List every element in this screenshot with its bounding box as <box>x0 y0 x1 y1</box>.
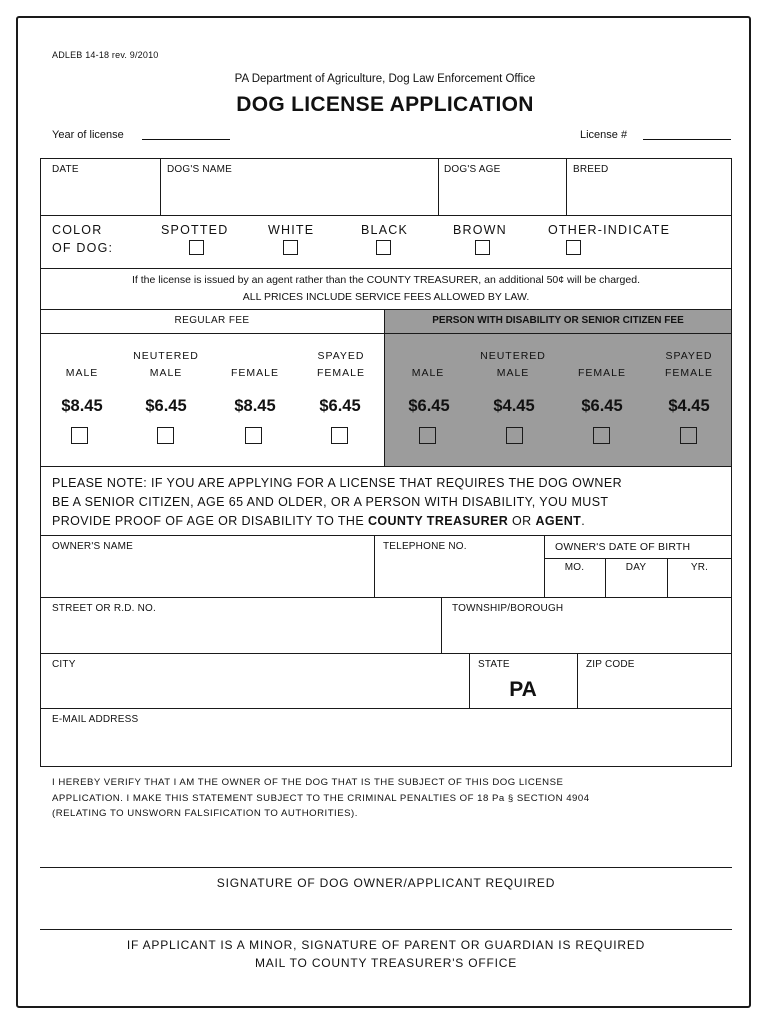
dob-day-label: DAY <box>625 562 647 573</box>
license-number-field[interactable] <box>643 139 731 140</box>
regular-male-caption: MALE <box>65 367 99 379</box>
dog-age-label: DOG'S AGE <box>444 164 501 175</box>
regular-neutered-male-price: $6.45 <box>145 397 187 415</box>
owner-name-label: OWNER'S NAME <box>52 541 133 552</box>
guardian-signature-caption: IF APPLICANT IS A MINOR, SIGNATURE OF PARENT OR GUARDIAN IS REQUIRED <box>126 938 646 952</box>
page-title: DOG LICENSE APPLICATION <box>236 93 534 116</box>
license-number-label: License # <box>580 129 628 141</box>
agent-fee-notice: If the license is issued by an agent rather than the COUNTY TREASURER, an additional 50¢ will be charged. <box>132 274 640 286</box>
breed-field[interactable] <box>570 178 728 212</box>
regular-male-checkbox[interactable] <box>71 427 88 444</box>
regular-female-price: $8.45 <box>234 397 276 415</box>
dog-name-field[interactable] <box>164 178 434 212</box>
special-neutered-male-caption: NEUTERED MALE <box>480 350 546 379</box>
date-field[interactable] <box>44 178 156 212</box>
dog-age-field[interactable] <box>442 178 562 212</box>
telephone-field[interactable] <box>378 555 540 595</box>
special-female-price: $6.45 <box>581 397 623 415</box>
special-spayed-female-price: $4.45 <box>668 397 710 415</box>
mail-instruction: MAIL TO COUNTY TREASURER'S OFFICE <box>254 956 518 970</box>
telephone-label: TELEPHONE NO. <box>383 541 467 552</box>
service-fee-notice: ALL PRICES INCLUDE SERVICE FEES ALLOWED BY LAW. <box>242 291 530 303</box>
zip-label: ZIP CODE <box>586 659 635 670</box>
guardian-signature-field[interactable] <box>40 895 732 928</box>
email-field[interactable] <box>44 728 728 764</box>
special-male-caption: MALE <box>411 367 445 379</box>
regular-spayed-female-checkbox[interactable] <box>331 427 348 444</box>
regular-fee-header: REGULAR FEE <box>174 315 250 326</box>
special-male-price: $6.45 <box>408 397 450 415</box>
dob-year-field[interactable] <box>670 576 729 596</box>
city-field[interactable] <box>44 673 465 706</box>
special-neutered-male-price: $4.45 <box>493 397 535 415</box>
special-spayed-female-caption: SPAYED FEMALE <box>664 350 713 379</box>
owner-dob-label: OWNER'S DATE OF BIRTH <box>555 541 691 553</box>
verification-statement: I HEREBY VERIFY THAT I AM THE OWNER OF THE DOG THAT IS THE SUBJECT OF THIS DOG LICENSE APPLICATION. I MAKE THIS STATEMENT SUBJECT TO THE CRIMINAL PENALTIES OF 18 Pa § SECTION 4904 (RELATING TO UNSWORN FALSIFICATION TO AUTHORITIES). <box>52 777 590 819</box>
color-brown-label: BROWN <box>453 223 507 237</box>
email-label: E-MAIL ADDRESS <box>52 714 139 725</box>
dob-year-label: YR. <box>690 562 709 573</box>
township-label: TOWNSHIP/BOROUGH <box>452 603 564 614</box>
divider <box>577 653 578 709</box>
color-black-checkbox[interactable] <box>376 240 391 255</box>
street-field[interactable] <box>44 617 437 651</box>
divider <box>40 333 732 334</box>
color-label-line1: COLOR <box>52 223 103 237</box>
form-code: ADLEB 14-18 rev. 9/2010 <box>52 50 159 60</box>
color-white-label: WHITE <box>268 223 315 237</box>
special-fee-header: PERSON WITH DISABILITY OR SENIOR CITIZEN FEE <box>432 315 684 326</box>
color-white-checkbox[interactable] <box>283 240 298 255</box>
street-label: STREET OR R.D. NO. <box>52 603 156 614</box>
dob-month-label: MO. <box>564 562 585 573</box>
divider <box>544 558 732 559</box>
agency-name: PA Department of Agriculture, Dog Law Enforcement Office <box>234 73 536 85</box>
please-note: PLEASE NOTE: IF YOU ARE APPLYING FOR A LICENSE THAT REQUIRES THE DOG OWNER BE A SENIOR CITIZEN, AGE 65 AND OLDER, OR A PERSON WITH DISABILITY, YOU MUST PROVIDE PROOF OF AGE OR DISABILITY TO THE COUNTY TREASURER OR AGENT. <box>52 476 623 528</box>
owner-signature-field[interactable] <box>40 832 732 866</box>
regular-neutered-male-checkbox[interactable] <box>157 427 174 444</box>
owner-signature-caption: SIGNATURE OF DOG OWNER/APPLICANT REQUIRED <box>216 876 556 890</box>
date-label: DATE <box>52 164 79 175</box>
special-neutered-male-checkbox[interactable] <box>506 427 523 444</box>
year-of-license-label: Year of license <box>52 129 124 141</box>
divider <box>566 158 567 216</box>
state-value: PA <box>509 678 537 701</box>
guardian-signature-line <box>40 929 732 930</box>
regular-neutered-male-caption: NEUTERED MALE <box>133 350 199 379</box>
regular-female-caption: FEMALE <box>230 367 279 379</box>
dob-month-field[interactable] <box>547 576 602 596</box>
special-spayed-female-checkbox[interactable] <box>680 427 697 444</box>
regular-spayed-female-price: $6.45 <box>319 397 361 415</box>
regular-male-price: $8.45 <box>61 397 103 415</box>
color-label-line2: OF DOG: <box>52 241 114 255</box>
regular-spayed-female-caption: SPAYED FEMALE <box>316 350 365 379</box>
divider <box>441 597 442 654</box>
divider <box>374 535 375 598</box>
dob-day-field[interactable] <box>608 576 664 596</box>
township-field[interactable] <box>445 617 728 651</box>
divider <box>438 158 439 216</box>
divider <box>160 158 161 216</box>
year-of-license-field[interactable] <box>142 139 230 140</box>
color-other-checkbox[interactable] <box>566 240 581 255</box>
owner-signature-line <box>40 867 732 868</box>
zip-field[interactable] <box>581 673 728 706</box>
special-male-checkbox[interactable] <box>419 427 436 444</box>
regular-female-checkbox[interactable] <box>245 427 262 444</box>
color-spotted-checkbox[interactable] <box>189 240 204 255</box>
color-brown-checkbox[interactable] <box>475 240 490 255</box>
city-label: CITY <box>52 659 76 670</box>
dog-name-label: DOG'S NAME <box>167 164 233 175</box>
owner-name-field[interactable] <box>44 555 370 595</box>
special-female-checkbox[interactable] <box>593 427 610 444</box>
state-label: STATE <box>478 659 510 670</box>
special-female-caption: FEMALE <box>577 367 626 379</box>
color-spotted-label: SPOTTED <box>161 223 229 237</box>
color-other-label: OTHER-INDICATE <box>548 223 671 237</box>
breed-label: BREED <box>573 164 609 175</box>
color-black-label: BLACK <box>361 223 408 237</box>
